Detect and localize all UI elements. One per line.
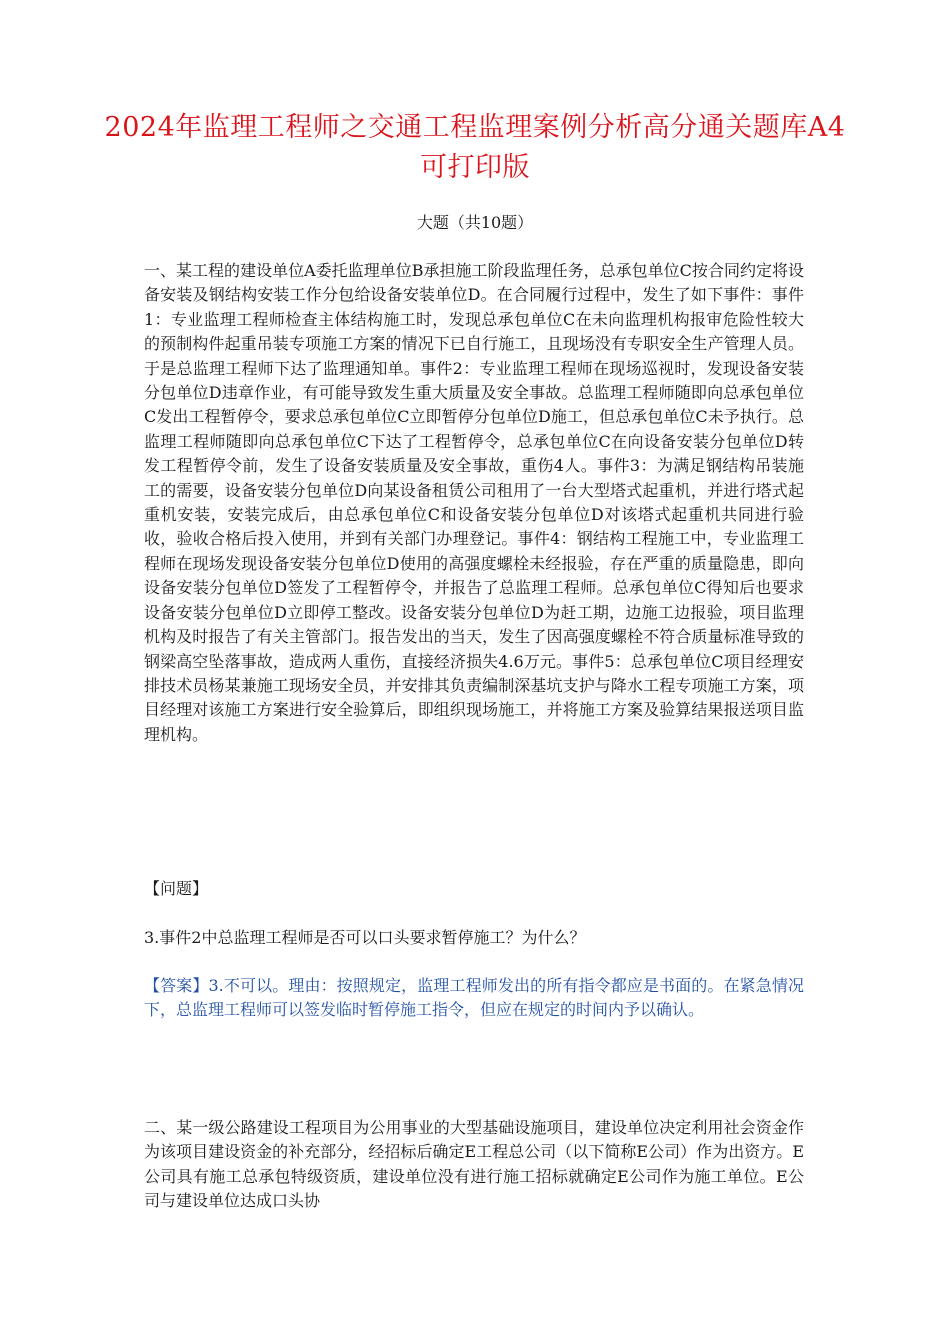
question-1-text: 一、某工程的建设单位A委托监理单位B承担施工阶段监理任务，总承包单位C按合同约定将设备安装及钢结构安装工作分包给设备安装单位D。在合同履行过程中，发生了如下事件：事件1：专业监理工程师检查主体结构施工时，发现总承包单位C在未向监理机构报审危险性较大的预制构件起重吊装专项施工方案的情况下已自行施工，且现场没有专职安全生产管理人员。于是总监理工程师下达了监理通知单。事件2：专业监理工程师在现场巡视时，发现设备安装分包单位D违章作业，有可能导致发生重大质量及安全事故。总监理工程师随即向总承包单位C发出工程暂停令，要求总承包单位C立即暂停分包单位D施工，但总承包单位C未予执行。总监理工程师随即向总承包单位C下达了工程暂停令，总承包单位C在向设备安装分包单位D转发工程暂停令前，发生了设备安装质量及安全事故，重伤4人。事件3：为满足钢结构吊装施工的需要，设备安装分包单位D向某设备租赁公司租用了一台大型塔式起重机，并进行塔式起重机安装，安装完成后，由总承包单位C和设备安装分包单位D对该塔式起重机共同进行验收，验收合格后投入使用，并到有关部门办理登记。事件4：钢结构工程施工中，专业监理工程师在现场发现设备安装分包单位D使用的高强度螺栓未经报验，存在严重的质量隐患，即向设备安装分包单位D签发了工程暂停令，并报告了总监理工程师。总承包单位C得知后也要求设备安装分包单位D立即停工整改。设备安装分包单位D为赶工期，边施工边报验，项目监理机构及时报告了有关主管部门。报告发出的当天，发生了因高强度螺栓不符合质量标准导致的钢梁高空坠落事故，造成两人重伤，直接经济损失4.6万元。事件5：总承包单位C项目经理安排技术员杨某兼施工现场安全员，并安排其负责编制深基坑支护与降水工程专项施工方案，项目经理对该施工方案进行安全验算后，即组织现场施工，并将施工方案及验算结果报送项目监理机构。 bbox=[144, 261, 804, 744]
document-title: 2024年监理工程师之交通工程监理案例分析高分通关题库A4可打印版 bbox=[104, 112, 846, 183]
question-label: 【问题】 bbox=[144, 879, 209, 898]
answer-text: 【答案】3.不可以。理由：按照规定，监理工程师发出的所有指令都应是书面的。在紧急情况下，总监理工程师可以签发临时暂停施工指令，但应在规定的时间内予以确认。 bbox=[144, 976, 804, 1020]
section-header: 大题（共10题） bbox=[416, 213, 534, 232]
question-2-text: 二、某一级公路建设工程项目为公用事业的大型基础设施项目，建设单位决定利用社会资金作为该项目建设资金的补充部分，经招标后确定E工程总公司（以下简称E公司）作为出资方。E公司具有施工总承包特级资质，建设单位没有进行施工招标就确定E公司作为施工单位。E公司与建设单位达成口头协 bbox=[144, 1118, 804, 1211]
question-prompt: 3.事件2中总监理工程师是否可以口头要求暂停施工？为什么？ bbox=[144, 928, 586, 947]
